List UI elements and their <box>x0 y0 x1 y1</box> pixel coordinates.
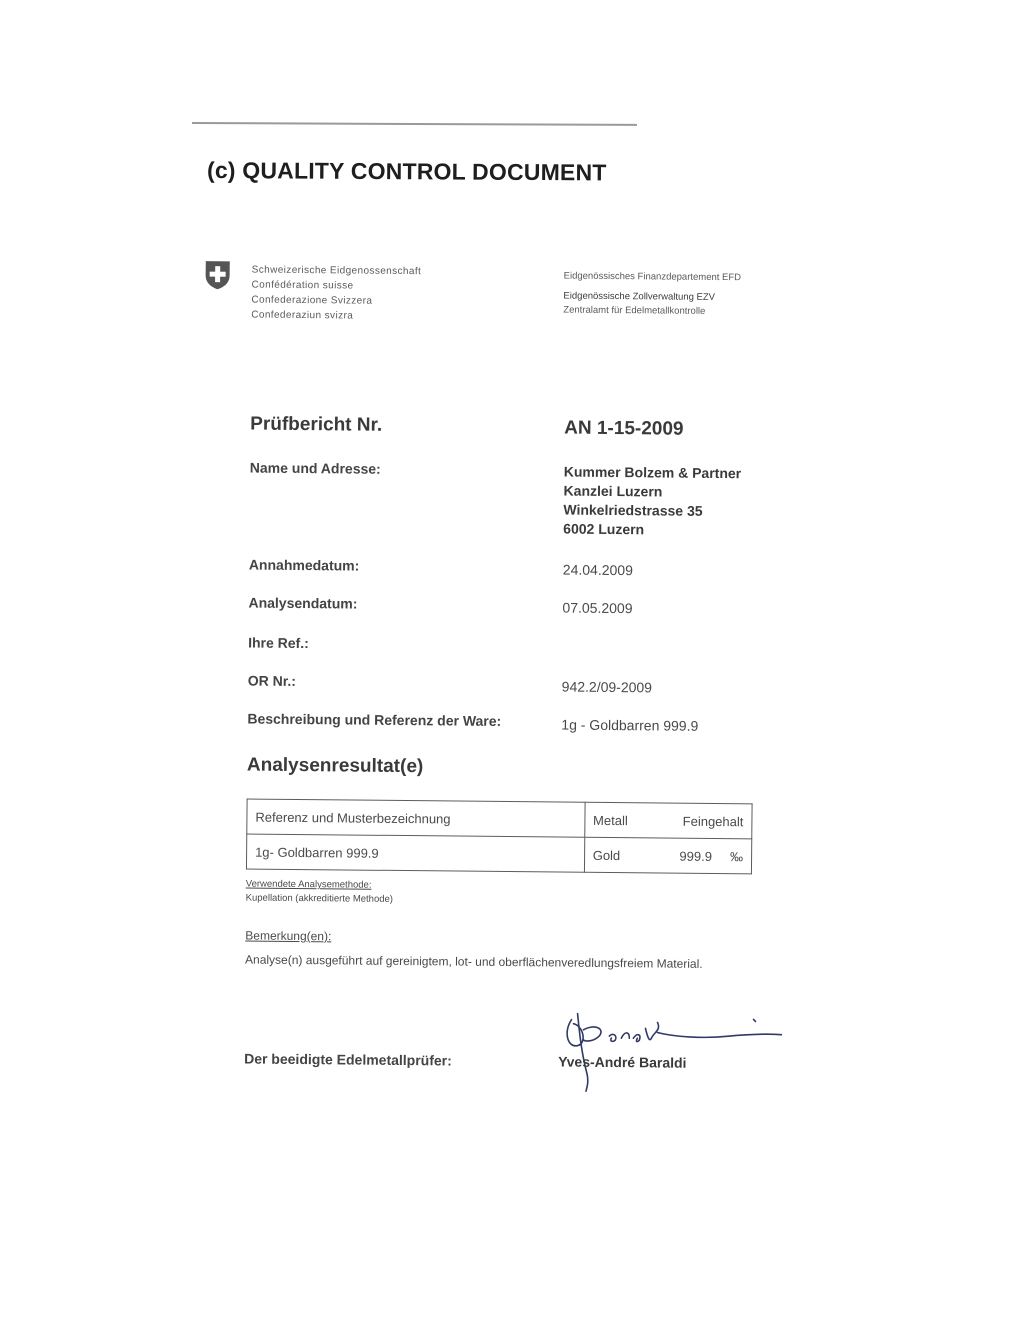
address-line: Kanzlei Luzern <box>563 482 663 500</box>
handwritten-signature <box>553 1001 784 1093</box>
scanned-report <box>188 238 836 1124</box>
report-number: AN 1-15-2009 <box>564 417 684 440</box>
confederation-line-it: Confederazione Svizzera <box>251 294 373 307</box>
cell-fineness-unit: ‰ <box>730 848 744 864</box>
column-header-metal: Metall <box>593 812 628 828</box>
results-table <box>246 799 753 875</box>
receipt-date-value: 24.04.2009 <box>562 561 633 579</box>
document-heading: (c) QUALITY CONTROL DOCUMENT <box>206 157 607 186</box>
column-header-metal-fineness <box>584 802 752 839</box>
examiner-name: Yves-André Baraldi <box>558 1053 687 1071</box>
your-ref-label: Ihre Ref.: <box>248 634 309 652</box>
administration-name: Eidgenössische Zollverwaltung EZV <box>563 290 716 303</box>
column-header-reference: Referenz und Musterbezeichnung <box>247 799 585 837</box>
office-name: Zentralamt für Edelmetallkontrolle <box>563 304 706 317</box>
receipt-date-label: Annahmedatum: <box>248 556 360 574</box>
cell-fineness-group <box>679 848 743 864</box>
method-label: Verwendete Analysemethode: <box>245 878 372 891</box>
cell-metal-fineness <box>584 837 752 874</box>
or-number-label: OR Nr.: <box>247 672 297 689</box>
remarks-text: Analyse(n) ausgeführt auf gereinigtem, lot- und oberflächenveredlungsfreiem Material. <box>245 952 703 971</box>
top-rule-divider <box>192 122 637 126</box>
address-line: 6002 Luzern <box>563 520 645 538</box>
confederation-line-fr: Confédération suisse <box>251 279 354 292</box>
method-value: Kupellation (akkreditierte Methode) <box>245 892 394 905</box>
address-label: Name und Adresse: <box>249 459 381 477</box>
table-row <box>246 834 751 874</box>
cell-metal: Gold <box>592 847 621 863</box>
address-line: Winkelriedstrasse 35 <box>563 501 703 519</box>
or-number-value: 942.2/09-2009 <box>561 678 653 696</box>
confederation-line-rm: Confederaziun svizra <box>251 309 354 322</box>
column-header-fineness: Feingehalt <box>682 813 744 829</box>
cell-reference: 1g- Goldbarren 999.9 <box>246 834 584 872</box>
address-block <box>563 463 741 541</box>
cell-fineness: 999.9 <box>679 848 713 864</box>
address-line: Kummer Bolzem & Partner <box>563 463 742 482</box>
remarks-label: Bemerkung(en): <box>245 928 332 944</box>
report-title: Prüfbericht Nr. <box>250 413 383 436</box>
department-block <box>563 270 741 320</box>
department-name: Eidgenössisches Finanzdepartement EFD <box>563 270 742 284</box>
confederation-names <box>251 263 421 325</box>
swiss-cross-icon <box>205 260 231 290</box>
confederation-line-de: Schweizerische Eidgenossenschaft <box>251 264 422 278</box>
analysis-date-value: 07.05.2009 <box>562 599 633 617</box>
table-header-row <box>247 799 752 839</box>
description-label: Beschreibung und Referenz der Ware: <box>247 710 502 729</box>
results-heading: Analysenresultat(e) <box>246 754 424 778</box>
analysis-date-label: Analysendatum: <box>248 594 358 612</box>
examiner-label: Der beeidigte Edelmetallprüfer: <box>244 1050 452 1069</box>
description-value: 1g - Goldbarren 999.9 <box>561 716 699 734</box>
